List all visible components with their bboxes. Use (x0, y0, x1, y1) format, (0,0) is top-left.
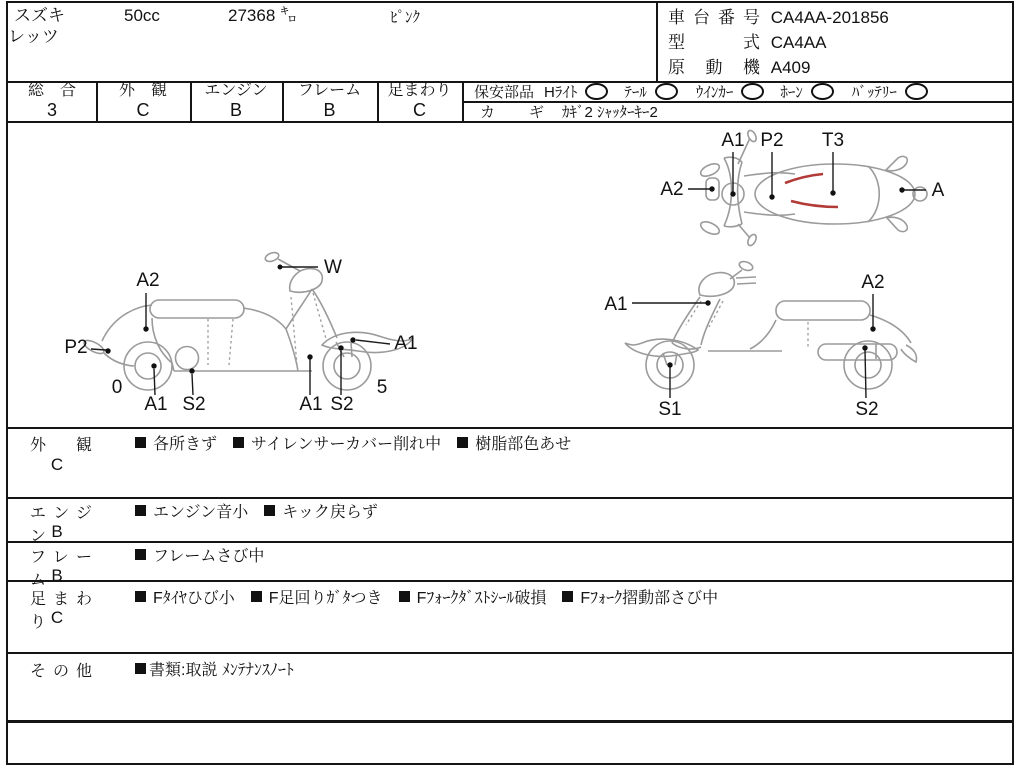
label-a1-front: A1 (299, 394, 323, 415)
status-circle (655, 83, 678, 100)
marker-dot (830, 190, 835, 195)
label-a: A (931, 180, 945, 201)
comment-item: 書類:取説 ﾒﾝﾃﾅﾝｽﾉｰﾄ (135, 657, 294, 680)
chassis-row (668, 8, 889, 28)
rating-label: 足まわり (387, 82, 452, 99)
label-num-rear: 0 (111, 377, 123, 398)
marker-dot (105, 348, 110, 353)
seat-damage-mark (785, 174, 823, 183)
model-code-label: 型式 (668, 33, 760, 52)
model-code-row (668, 33, 826, 53)
keys-label: カギ (480, 103, 544, 121)
label-s2-rear: S2 (182, 394, 206, 415)
safety-parts-row (462, 82, 1012, 100)
comment-grade-engine: B (51, 522, 63, 541)
seat-damage-mark (791, 201, 838, 207)
rating-frame (282, 81, 377, 121)
engine-code-row (668, 58, 810, 78)
marker-dot (307, 354, 312, 359)
marker-dot (862, 345, 867, 350)
comment-label-other: その他 (30, 663, 92, 680)
square-bullet-icon (399, 591, 410, 602)
section-border (8, 427, 1012, 429)
label-a2: A2 (136, 270, 160, 291)
comment-item: エンジン音小 (135, 499, 248, 522)
comment-label-frame: フレーム (30, 549, 92, 589)
marker-dot (338, 345, 343, 350)
rating-label: エンジン (204, 82, 268, 99)
square-bullet-icon (251, 591, 262, 602)
engine-label: 原動機 (668, 58, 760, 77)
section-border (8, 652, 1012, 654)
label-a1-fender: A1 (394, 333, 418, 354)
rating-engine (190, 81, 282, 121)
label-a1: A1 (721, 130, 745, 151)
panel-seam-lines (208, 293, 326, 365)
scooter-right-view-diagram (580, 255, 950, 420)
chassis-number: CA4AA-201856 (770, 8, 889, 27)
label-t3: T3 (821, 130, 845, 151)
marker-dot (350, 337, 355, 342)
safety-item-horn: ﾎｰﾝ (780, 83, 803, 101)
safety-label: 保安部品 (474, 83, 535, 101)
safety-item-tail: ﾃｰﾙ (624, 83, 647, 101)
scooter-left-view-diagram (60, 245, 430, 420)
marker-dot (769, 194, 774, 199)
model-name: レッツ (8, 27, 59, 46)
comment-label-exterior: 外観 (30, 437, 92, 454)
comment-label-engine: エンジン (30, 505, 92, 545)
label-num-front: 5 (376, 377, 388, 398)
square-bullet-icon (135, 505, 146, 516)
label-w: W (324, 257, 342, 278)
label-a1: A1 (604, 294, 628, 315)
rating-overall (8, 81, 96, 121)
panel-seam-lines (686, 301, 808, 349)
rating-label: フレーム (297, 82, 362, 99)
marker-dot (730, 191, 735, 196)
status-circle (811, 83, 834, 100)
comment-item: サイレンサーカバー削れ中 (233, 431, 441, 454)
rating-grade: B (229, 100, 242, 120)
comment-item: Fﾌｫｰｸﾀﾞｽﾄｼｰﾙ破損 (399, 585, 547, 608)
rating-grade: B (323, 100, 336, 120)
label-a1-rear: A1 (144, 394, 168, 415)
comment-item: 樹脂部色あせ (457, 431, 571, 454)
label-s2: S2 (855, 399, 879, 420)
marker-dot (151, 363, 156, 368)
mileage: 27368 ㌔ (228, 6, 297, 25)
marker-dot (278, 265, 283, 270)
square-bullet-icon (135, 437, 146, 448)
square-bullet-icon (457, 437, 468, 448)
rating-exterior (96, 81, 190, 121)
safety-item-headlight: Hﾗｲﾄ (544, 83, 578, 101)
comment-item: キック戻らず (264, 499, 378, 522)
square-bullet-icon (562, 591, 573, 602)
rating-undercarriage (377, 81, 462, 121)
keys-row (462, 102, 1012, 120)
comment-items-exterior (135, 431, 571, 454)
chassis-label: 車台番号 (668, 8, 760, 27)
square-bullet-icon (135, 663, 146, 674)
comment-grade-undercarriage: C (50, 608, 64, 627)
comment-item: フレームさび中 (135, 543, 264, 566)
rating-label: 総 合 (27, 82, 76, 99)
label-a2: A2 (861, 272, 885, 293)
header-divider (656, 3, 658, 81)
comment-grade-exterior: C (50, 455, 64, 474)
safety-item-winker: ｳｲﾝｶｰ (695, 83, 734, 101)
engine-code: A409 (770, 58, 811, 77)
status-circle (905, 83, 928, 100)
comment-items-undercarriage (135, 585, 718, 608)
label-p2: P2 (64, 337, 88, 358)
marker-dot (705, 300, 710, 305)
square-bullet-icon (233, 437, 244, 448)
comment-item: Fﾌｫｰｸ摺動部さび中 (562, 585, 718, 608)
marker-dot (899, 187, 904, 192)
label-s1: S1 (658, 399, 682, 420)
square-bullet-icon (135, 549, 146, 560)
comment-item: F足回りｶﾞﾀつき (251, 585, 383, 608)
comment-grade-frame: B (51, 566, 63, 585)
safety-item-battery: ﾊﾞｯﾃﾘｰ (851, 83, 897, 101)
status-circle (741, 83, 764, 100)
section-border-thick (8, 720, 1012, 723)
comment-items-other (135, 657, 294, 680)
rating-grade: C (413, 100, 426, 120)
leader-lines (632, 294, 873, 398)
displacement: 50cc (124, 6, 160, 25)
comment-item: Fﾀｲﾔひび小 (135, 585, 235, 608)
marker-dot (667, 362, 672, 367)
body-color: ﾋﾟﾝｸ (390, 9, 421, 26)
marker-dot (143, 326, 148, 331)
comment-items-frame (135, 543, 264, 566)
scooter-left-view-art (82, 251, 413, 390)
comment-label-undercarriage: 足まわり (30, 591, 92, 631)
comment-items-engine (135, 499, 378, 522)
rating-label: 外 観 (118, 82, 167, 99)
marker-dot (709, 186, 714, 191)
section-border (8, 580, 1012, 582)
label-s2-front: S2 (330, 394, 354, 415)
square-bullet-icon (135, 591, 146, 602)
comment-item: 各所きず (135, 431, 217, 454)
keys-value: ｶｷﾞ2 ｼｬｯﾀｰｷｰ2 (562, 103, 658, 121)
rating-grade: 3 (46, 100, 57, 120)
scooter-top-view-diagram (630, 128, 1010, 245)
label-a2: A2 (660, 179, 684, 200)
rating-grade: C (136, 100, 150, 120)
marker-dot (870, 326, 875, 331)
square-bullet-icon (264, 505, 275, 516)
model-code: CA4AA (770, 33, 827, 52)
marker-dot (189, 368, 194, 373)
maker-name: スズキ (14, 6, 65, 25)
label-p2: P2 (760, 130, 784, 151)
status-circle (585, 83, 608, 100)
